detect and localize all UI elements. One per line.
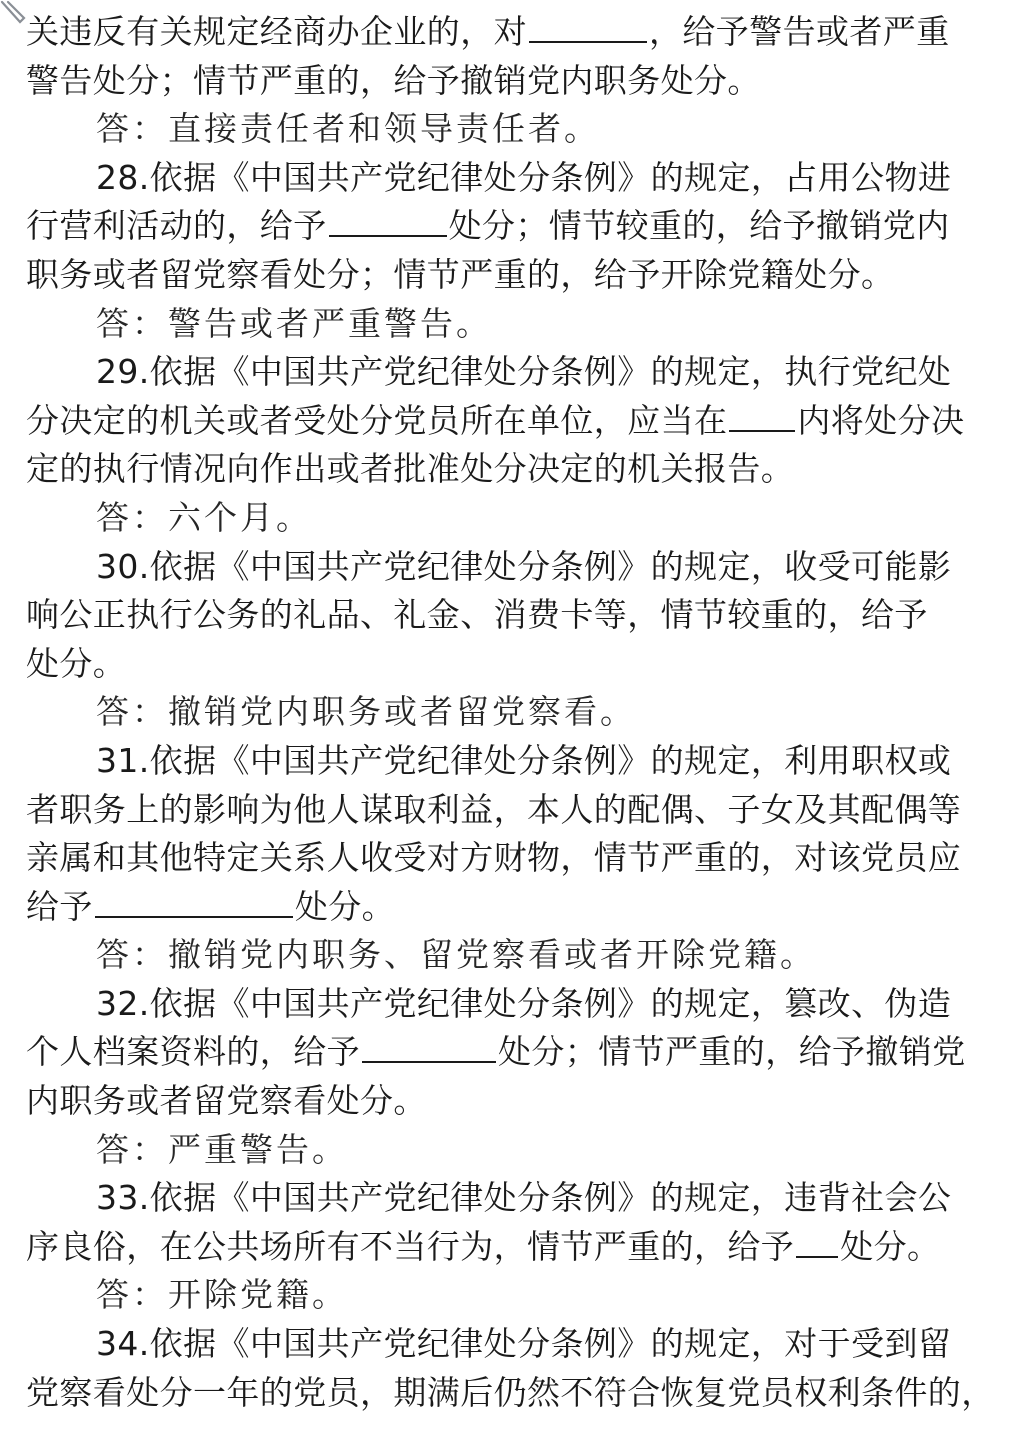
line-text: 30.依据《中国共产党纪律处分条例》的规定，收受可能影 (96, 546, 952, 586)
fill-in-blank (529, 15, 647, 43)
question-line (26, 737, 988, 786)
line-text: 32.依据《中国共产党纪律处分条例》的规定，篡改、伪造 (96, 983, 952, 1023)
question-line (26, 1174, 988, 1223)
line-text: 内将处分决 (797, 400, 965, 440)
question-line (26, 154, 988, 203)
text-line (26, 202, 988, 251)
line-text: ，给予警告或者严重 (649, 12, 950, 51)
fill-in-blank (95, 890, 293, 918)
text-line (26, 640, 988, 689)
answer-line (26, 688, 988, 737)
line-text: 处分；情节较重的，给予撤销党内 (448, 206, 950, 246)
fill-in-blank (796, 1230, 838, 1258)
line-text: 处分。 (840, 1226, 941, 1266)
line-text: 个人档案资料的，给予 (26, 1032, 360, 1072)
fill-in-blank (329, 209, 447, 237)
text-line (26, 397, 988, 446)
text-line (26, 1077, 988, 1126)
text-line (26, 591, 988, 640)
line-text: 处分。 (26, 643, 127, 683)
line-text: 关违反有关规定经商办企业的，对 (26, 12, 527, 51)
line-text: 处分。 (294, 886, 396, 926)
line-text: 行营利活动的，给予 (26, 206, 327, 246)
answer-line (26, 494, 988, 543)
text-line (26, 1223, 988, 1272)
line-text: 亲属和其他特定关系人收受对方财物，情节严重的，对该党员应 (26, 838, 962, 878)
answer-line (26, 300, 988, 349)
line-text: 者职务上的影响为他人谋取利益，本人的配偶、子女及其配偶等 (26, 789, 962, 829)
line-text: 答：严重警告。 (96, 1129, 348, 1169)
question-line (26, 348, 988, 397)
question-line (26, 1320, 988, 1369)
line-text: 处分；情节严重的，给予撤销党 (498, 1032, 966, 1072)
text-line (26, 883, 988, 932)
text-line (26, 57, 988, 106)
line-text: 28.依据《中国共产党纪律处分条例》的规定，占用公物进 (96, 157, 952, 197)
line-text: 答：警告或者严重警告。 (96, 303, 492, 343)
line-text: 党察看处分一年的党员，期满后仍然不符合恢复党员权利条件的， (26, 1372, 995, 1412)
line-text: 分决定的机关或者受处分党员所在单位，应当在 (26, 400, 728, 440)
text-line (26, 1028, 988, 1077)
line-text: 序良俗，在公共场所有不当行为，情节严重的，给予 (26, 1226, 795, 1266)
line-text: 答：开除党籍。 (96, 1275, 348, 1315)
line-text: 答：撤销党内职务、留党察看或者开除党籍。 (96, 935, 816, 975)
text-line (26, 445, 988, 494)
text-line (26, 251, 988, 300)
line-text: 职务或者留党察看处分；情节严重的，给予开除党籍处分。 (26, 254, 895, 294)
text-line (26, 8, 988, 57)
question-line (26, 543, 988, 592)
answer-line (26, 1126, 988, 1175)
answer-line (26, 931, 988, 980)
answer-line (26, 105, 988, 154)
fill-in-blank (729, 404, 795, 432)
question-line (26, 980, 988, 1029)
document-page (26, 8, 995, 1417)
line-text: 34.依据《中国共产党纪律处分条例》的规定，对于受到留 (96, 1324, 952, 1364)
line-text: 定的执行情况向作出或者批准处分决定的机关报告。 (26, 449, 795, 489)
line-text: 响公正执行公务的礼品、礼金、消费卡等，情节较重的，给予 (26, 595, 928, 635)
line-text: 给予 (26, 886, 93, 926)
line-text: 内职务或者留党察看处分。 (26, 1081, 427, 1121)
text-line (26, 1369, 995, 1418)
line-text: 答：直接责任者和领导责任者。 (96, 109, 600, 149)
line-text: 31.依据《中国共产党纪律处分条例》的规定，利用职权或 (96, 740, 952, 780)
line-text: 答：六个月。 (96, 497, 312, 537)
line-text: 警告处分；情节严重的，给予撤销党内职务处分。 (26, 60, 761, 100)
text-line (26, 834, 988, 883)
line-text: 33.依据《中国共产党纪律处分条例》的规定，违背社会公 (96, 1178, 952, 1218)
text-line (26, 786, 988, 835)
answer-line (26, 1271, 988, 1320)
fill-in-blank (362, 1035, 496, 1063)
line-text: 答：撤销党内职务或者留党察看。 (96, 692, 636, 732)
line-text: 29.依据《中国共产党纪律处分条例》的规定，执行党纪处 (96, 352, 952, 392)
